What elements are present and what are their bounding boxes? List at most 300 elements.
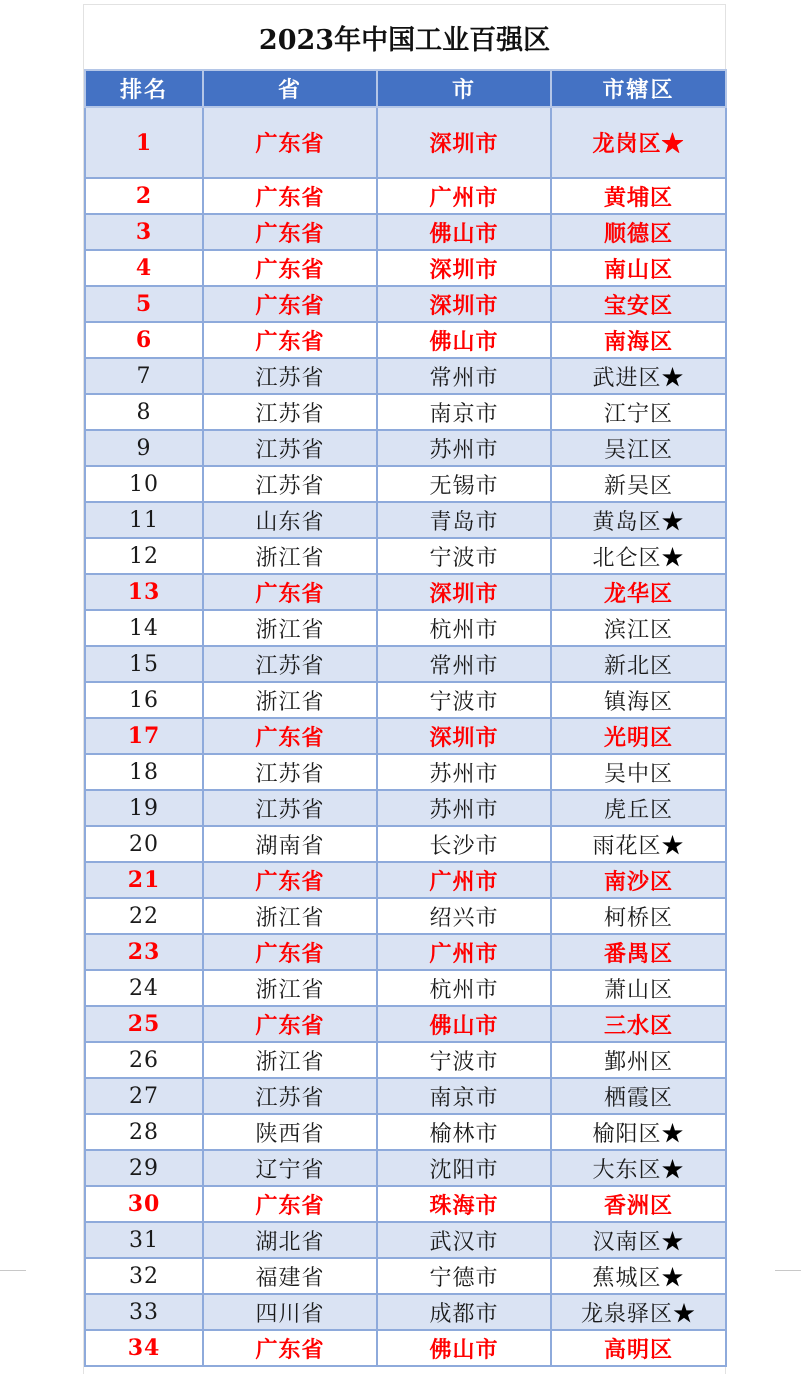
rank-text: 34 [127,1335,161,1361]
rank-text: 10 [129,471,159,497]
city-text: 广州市 [429,868,499,895]
province-cell [203,970,377,1006]
rank-cell [85,754,203,790]
city-cell [377,466,551,502]
province-cell [203,1222,377,1258]
rank-text: 26 [129,1047,159,1073]
province-text: 江苏省 [255,401,325,427]
city-cell [377,1006,551,1042]
province-text: 陕西省 [255,1121,325,1147]
province-cell [203,538,377,574]
header-row [85,70,726,107]
province-text: 广东省 [255,1336,325,1363]
table-body [85,107,726,1366]
city-cell [377,250,551,286]
province-text: 江苏省 [255,653,325,679]
city-cell [377,646,551,682]
district-cell [551,790,726,826]
page-edge-mark-right [775,1270,801,1271]
district-cell [551,574,726,610]
ranking-sheet [83,4,726,1374]
city-cell [377,970,551,1006]
district-cell [551,1294,726,1330]
rank-text: 25 [127,1011,161,1037]
city-text: 无锡市 [429,473,499,499]
city-text: 宁德市 [429,1265,499,1291]
district-cell [551,718,726,754]
city-cell [377,1186,551,1222]
province-text: 浙江省 [255,689,325,715]
rank-text: 32 [129,1263,159,1289]
province-cell [203,934,377,970]
province-cell [203,286,377,322]
city-cell [377,1114,551,1150]
city-cell [377,1330,551,1366]
city-cell [377,1258,551,1294]
district-text: 龙岗区 [592,131,662,157]
city-text: 榆林市 [429,1121,499,1147]
district-cell [551,934,726,970]
city-cell [377,718,551,754]
city-text: 苏州市 [429,437,499,463]
province-cell [203,610,377,646]
city-cell [377,358,551,394]
city-text: 广州市 [429,940,499,967]
district-text: 吴江区 [603,437,673,463]
province-cell [203,1258,377,1294]
city-text: 沈阳市 [429,1157,499,1183]
city-cell [377,934,551,970]
rank-text: 33 [129,1299,159,1325]
province-cell [203,862,377,898]
rank-cell [85,790,203,826]
table-row [85,1114,726,1150]
rank-text: 7 [136,363,152,389]
province-cell [203,1114,377,1150]
city-cell [377,214,551,250]
city-cell [377,682,551,718]
rank-text: 2 [135,183,153,209]
district-text: 新北区 [603,653,673,679]
table-row [85,718,726,754]
district-cell [551,610,726,646]
rank-cell [85,862,203,898]
province-text: 广东省 [255,220,325,247]
province-text: 广东省 [255,1012,325,1039]
city-text: 南京市 [429,1085,499,1111]
district-cell [551,250,726,286]
district-text: 武进区 [592,365,662,391]
header-province: 省 [203,70,377,107]
province-cell [203,178,377,214]
district-text: 榆阳区 [592,1121,662,1147]
rank-cell [85,1294,203,1330]
rank-cell [85,322,203,358]
district-text: 萧山区 [603,977,673,1003]
district-cell [551,538,726,574]
province-cell [203,107,377,178]
table-row [85,214,726,250]
province-cell [203,682,377,718]
rank-text: 21 [127,867,161,893]
district-text: 栖霞区 [603,1085,673,1111]
table-row [85,502,726,538]
district-cell [551,178,726,214]
table-row [85,754,726,790]
rank-text: 9 [136,435,152,461]
province-text: 浙江省 [255,1049,325,1075]
district-text: 黄岛区 [592,509,662,535]
rank-cell [85,178,203,214]
district-text: 虎丘区 [603,797,673,823]
city-text: 珠海市 [429,1192,499,1219]
rank-text: 4 [135,255,153,281]
province-cell [203,1006,377,1042]
rank-cell [85,1186,203,1222]
rank-text: 28 [129,1119,159,1145]
district-text: 高明区 [603,1336,673,1363]
table-row [85,250,726,286]
city-cell [377,322,551,358]
city-text: 苏州市 [429,797,499,823]
city-text: 成都市 [429,1301,499,1327]
ranking-table [84,69,727,1367]
city-cell [377,107,551,178]
rank-text: 6 [135,327,153,353]
province-text: 山东省 [255,509,325,535]
district-cell [551,1006,726,1042]
district-cell [551,286,726,322]
city-cell [377,826,551,862]
rank-cell [85,1258,203,1294]
district-text: 鄞州区 [603,1049,673,1075]
table-row [85,862,726,898]
rank-text: 27 [129,1083,159,1109]
table-row [85,1222,726,1258]
district-cell [551,1222,726,1258]
header-rank: 排名 [85,70,203,107]
rank-cell [85,214,203,250]
star-icon: ★ [661,833,685,859]
city-text: 宁波市 [429,545,499,571]
district-cell [551,394,726,430]
district-cell [551,1186,726,1222]
province-cell [203,790,377,826]
city-cell [377,286,551,322]
province-text: 广东省 [255,328,325,355]
province-text: 江苏省 [255,1085,325,1111]
rank-text: 1 [135,129,153,156]
table-row [85,538,726,574]
rank-text: 31 [129,1227,159,1253]
city-text: 杭州市 [429,977,499,1003]
province-cell [203,826,377,862]
province-cell [203,250,377,286]
city-text: 常州市 [429,653,499,679]
province-cell [203,646,377,682]
rank-cell [85,898,203,934]
province-cell [203,214,377,250]
star-icon: ★ [661,1265,685,1291]
province-cell [203,394,377,430]
district-text: 南沙区 [603,868,673,895]
city-text: 宁波市 [429,1049,499,1075]
district-cell [551,1042,726,1078]
province-cell [203,1186,377,1222]
province-cell [203,430,377,466]
city-cell [377,898,551,934]
city-text: 深圳市 [429,292,499,319]
star-icon: ★ [661,509,685,535]
district-text: 雨花区 [592,833,662,859]
city-cell [377,1294,551,1330]
star-icon: ★ [661,365,685,391]
district-text: 番禺区 [603,940,673,967]
province-text: 广东省 [255,868,325,895]
province-text: 广东省 [255,292,325,319]
table-row [85,574,726,610]
province-text: 浙江省 [255,977,325,1003]
district-cell [551,898,726,934]
table-title: 2023年中国工业百强区 [258,25,551,56]
district-cell [551,1258,726,1294]
district-text: 龙泉驿区 [580,1301,673,1327]
province-cell [203,358,377,394]
rank-cell [85,610,203,646]
rank-cell [85,466,203,502]
rank-cell [85,826,203,862]
province-text: 广东省 [255,1192,325,1219]
rank-text: 14 [129,615,159,641]
district-text: 江宁区 [603,401,673,427]
district-text: 滨江区 [603,617,673,643]
table-row [85,466,726,502]
rank-text: 13 [127,579,161,605]
rank-cell [85,682,203,718]
table-row [85,682,726,718]
city-text: 南京市 [429,401,499,427]
table-row [85,394,726,430]
province-text: 广东省 [255,256,325,283]
province-text: 广东省 [255,131,325,157]
district-text: 三水区 [603,1012,673,1039]
district-cell [551,107,726,178]
province-cell [203,1330,377,1366]
star-icon: ★ [661,1229,685,1255]
province-text: 广东省 [255,724,325,751]
district-cell [551,358,726,394]
city-text: 长沙市 [429,833,499,859]
province-text: 湖南省 [255,833,325,859]
rank-cell [85,934,203,970]
province-cell [203,1042,377,1078]
star-icon: ★ [661,545,685,571]
province-cell [203,898,377,934]
district-text: 顺德区 [603,220,673,247]
rank-cell [85,1042,203,1078]
district-text: 汉南区 [592,1229,662,1255]
district-text: 龙华区 [603,580,673,607]
province-text: 江苏省 [255,437,325,463]
star-icon: ★ [661,1157,685,1183]
city-text: 深圳市 [429,580,499,607]
district-cell [551,322,726,358]
province-text: 湖北省 [255,1229,325,1255]
city-cell [377,394,551,430]
city-text: 佛山市 [429,220,499,247]
district-cell [551,754,726,790]
rank-text: 22 [129,903,159,929]
district-cell [551,862,726,898]
district-cell [551,826,726,862]
rank-text: 24 [129,975,159,1001]
province-text: 福建省 [255,1265,325,1291]
city-text: 深圳市 [429,256,499,283]
province-cell [203,466,377,502]
district-text: 宝安区 [603,292,673,319]
rank-cell [85,1330,203,1366]
province-cell [203,754,377,790]
rank-cell [85,538,203,574]
city-text: 佛山市 [429,1336,499,1363]
city-text: 深圳市 [429,724,499,751]
district-text: 大东区 [592,1157,662,1183]
table-row [85,1042,726,1078]
rank-cell [85,970,203,1006]
table-row [85,430,726,466]
city-cell [377,178,551,214]
city-cell [377,1222,551,1258]
table-row [85,1258,726,1294]
page-edge-mark-left [0,1270,26,1271]
rank-cell [85,394,203,430]
district-cell [551,1078,726,1114]
district-text: 镇海区 [603,689,673,715]
province-text: 四川省 [255,1301,325,1327]
province-text: 广东省 [255,184,325,211]
province-text: 江苏省 [255,473,325,499]
rank-text: 3 [135,219,153,245]
city-cell [377,1078,551,1114]
province-text: 浙江省 [255,617,325,643]
rank-text: 15 [129,651,159,677]
rank-text: 18 [129,759,159,785]
district-text: 柯桥区 [603,905,673,931]
city-cell [377,430,551,466]
province-text: 江苏省 [255,365,325,391]
table-row [85,107,726,178]
city-cell [377,862,551,898]
rank-cell [85,718,203,754]
rank-cell [85,1078,203,1114]
header-city: 市 [377,70,551,107]
rank-cell [85,107,203,178]
table-row [85,826,726,862]
rank-cell [85,1150,203,1186]
city-cell [377,574,551,610]
district-text: 黄埔区 [603,184,673,211]
city-text: 青岛市 [429,509,499,535]
city-text: 广州市 [429,184,499,211]
city-text: 宁波市 [429,689,499,715]
province-text: 浙江省 [255,905,325,931]
district-cell [551,466,726,502]
table-row [85,1078,726,1114]
city-cell [377,754,551,790]
district-text: 新吴区 [603,473,673,499]
star-icon: ★ [673,1301,697,1327]
city-text: 杭州市 [429,617,499,643]
district-cell [551,646,726,682]
province-text: 广东省 [255,940,325,967]
district-text: 北仑区 [592,545,662,571]
star-icon: ★ [661,131,685,157]
rank-text: 20 [129,831,159,857]
district-text: 蕉城区 [592,1265,662,1291]
city-text: 绍兴市 [429,905,499,931]
table-row [85,934,726,970]
province-cell [203,502,377,538]
province-text: 江苏省 [255,797,325,823]
rank-text: 23 [127,939,161,965]
rank-text: 17 [127,723,161,749]
district-cell [551,970,726,1006]
rank-cell [85,1114,203,1150]
city-text: 佛山市 [429,328,499,355]
rank-cell [85,430,203,466]
city-text: 佛山市 [429,1012,499,1039]
star-icon: ★ [661,1121,685,1147]
table-row [85,646,726,682]
rank-cell [85,1006,203,1042]
district-cell [551,502,726,538]
table-row [85,178,726,214]
rank-cell [85,1222,203,1258]
header-district: 市辖区 [551,70,726,107]
rank-cell [85,502,203,538]
table-row [85,322,726,358]
district-cell [551,1330,726,1366]
province-cell [203,322,377,358]
city-text: 深圳市 [429,131,499,157]
province-cell [203,1294,377,1330]
rank-text: 12 [129,543,159,569]
table-row [85,898,726,934]
province-text: 辽宁省 [255,1157,325,1183]
table-row [85,1330,726,1366]
rank-text: 16 [129,687,159,713]
district-text: 吴中区 [603,761,673,787]
table-row [85,1186,726,1222]
district-text: 南海区 [603,328,673,355]
district-text: 光明区 [603,724,673,751]
city-text: 常州市 [429,365,499,391]
rank-cell [85,574,203,610]
city-text: 苏州市 [429,761,499,787]
table-row [85,1006,726,1042]
district-text: 香洲区 [603,1192,673,1219]
city-cell [377,1150,551,1186]
district-cell [551,430,726,466]
district-cell [551,1150,726,1186]
rank-cell [85,250,203,286]
province-text: 广东省 [255,580,325,607]
table-row [85,970,726,1006]
rank-text: 8 [136,399,152,425]
rank-cell [85,646,203,682]
province-cell [203,574,377,610]
city-cell [377,1042,551,1078]
